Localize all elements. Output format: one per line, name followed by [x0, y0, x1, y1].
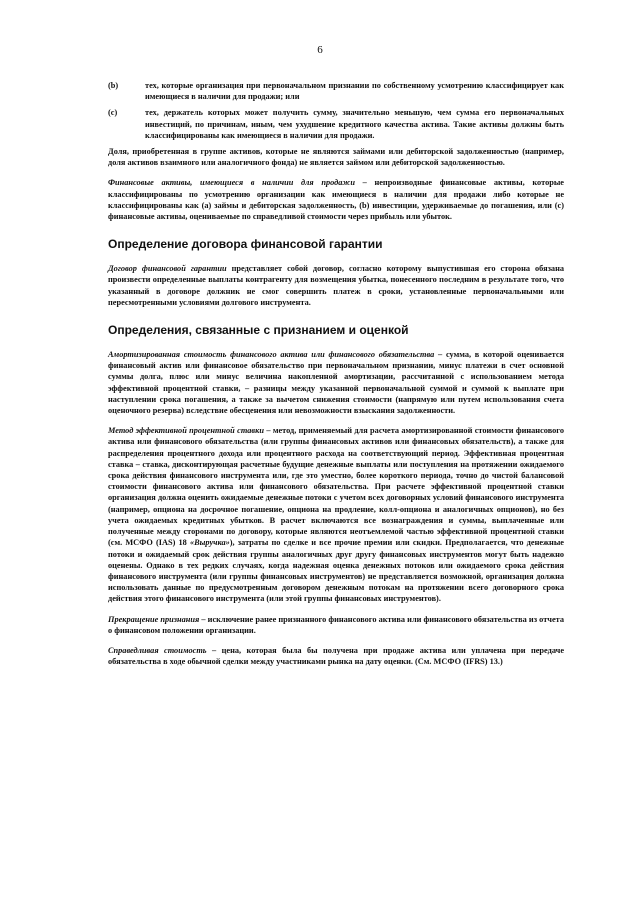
- defined-term: Метод эффективной процентной ставки: [108, 426, 264, 436]
- definition-effective-interest: [108, 425, 564, 604]
- list-item-text: тех, держатель которых может получить сумму, значительно меньшую, чем сумма его первоначальных инвестиций, по причинам, иным, чем ухудшение кредитного качества актива. Такие активы должны быть классифицированы как имеющиеся в наличии для продажи.: [145, 108, 564, 140]
- defined-term: Амортизированная стоимость финансового актива или финансового обязательства: [108, 350, 435, 360]
- definition-text: – непроизводные финансовые активы, которые классифицированы по усмотрению организации как имеющиеся в наличии для продажи либо которые не классифицированы как (a) займы и дебиторская задолженность, (b) инвестиции, удерживаемые до погашения, или (c) финансовые активы, оцениваемые по справедливой стоимости через прибыль или убыток.: [108, 178, 564, 222]
- defined-term: Финансовые активы, имеющиеся в наличии для продажи: [108, 178, 355, 188]
- definition-fair-value: [108, 645, 564, 667]
- definition-amortised-cost: [108, 349, 564, 416]
- definition-text: представляет собой договор, согласно которому выпустившая его сторона обязана произвести определенные выплаты контрагенту для возмещения убытка, понесенного последним в результате того, что указанный в договоре должник не смог совершить платеж в сроки, установленные первоначальными или пересмотренными условиями долгового инструмента.: [108, 264, 564, 307]
- paragraph-share: Доля, приобретенная в группе активов, которые не являются займами или дебиторской задолженностью (например, доля активов взаимного или аналогичного фонда) не является займом или дебиторской задолженностью.: [108, 147, 564, 168]
- list-item-text: тех, которые организация при первоначальном признании по собственному усмотрению классифицирует как имеющиеся в наличии для продажи; или: [145, 81, 564, 102]
- definition-derecognition: [108, 614, 564, 636]
- definition-afs: [108, 177, 564, 222]
- section-heading-guarantee: Определение договора финансовой гарантии: [108, 237, 383, 252]
- page-number: 6: [317, 44, 323, 56]
- defined-term: Справедливая стоимость: [108, 645, 207, 655]
- list-item: [108, 80, 564, 102]
- definition-text: – сумма, в которой оценивается финансовый актив или финансовое обязательство при первоначальном признании, минус платежи в счет основной суммы долга, плюс или минус величина накопленной амортизации, рассчитанной с использованием метода эффективной процентной ставки, – разницы между указанной первоначальной суммой и суммой к выплате при наступлении срока погашения, а также за вычетом снижения стоимости (напрямую или путем использования счета оценочного резерва) вследствие обесценения или невозможности взыскания задолженности.: [108, 350, 565, 416]
- definition-text: – цена, которая была бы получена при продаже актива или уплачена при передаче обязательства в ходе обычной сделки между участниками рынка на дату оценки. (См. МСФО (IFRS) 13.): [108, 645, 564, 667]
- definition-text: ), затраты по сделке и все прочие премии или скидки. Предполагается, что денежные потоки и ожидаемый срок действия группы аналогичных друг другу финансовых инструментов могут быть надежно оценены. Однако в тех редких случаях, когда надежная оценка денежных потоков или ожидаемого срока действия финансового инструмента (или группы финансовых инструментов) не представляется возможной, организация должна использовать данные по предусмотренным договором денежным потокам на протяжении всего договорного срока действия этого финансового инструмента (или этой группы финансовых инструментов).: [108, 538, 564, 604]
- list-item: [108, 107, 564, 141]
- list-item-label: (c): [108, 108, 118, 118]
- definition-guarantee: [108, 263, 564, 308]
- defined-term: Прекращение признания: [108, 614, 200, 624]
- list-item-label: (b): [108, 81, 119, 90]
- definition-text: – метод, применяемый для расчета амортизированной стоимости финансового актива или финансового обязательства (или группы финансовых активов или финансовых обязательств), а также для распределения процентного дохода или процентного расхода на соответствующий период. Эффективная процентная ставка – ставка, дисконтирующая расчетные будущие денежные выплаты или поступления на протяжении ожидаемого срока действия финансового инструмента или, где это уместно, более короткого периода, точно до чистой балансовой стоимости финансового актива или финансового обязательства. При расчете эффективной процентной ставки организация должна оценить ожидаемые денежные потоки с учетом всех договорных условий финансового инструмента (например, опциона на досрочное погашение, опциона на продление, колл-опциона и аналогичных опционов), но без учета ожидаемых кредитных убытков. В расчет включаются все вознаграждения и суммы, выплаченные или полученные между сторонами по договору, которые являются неотъемлемой частью эффективной процентной ставки (см. МСФО (IAS) 18: [108, 426, 564, 548]
- page-content: [108, 80, 564, 676]
- defined-term: Договор финансовой гарантии: [108, 264, 227, 274]
- definition-text: – исключение ранее признанного финансового актива или финансового обязательства из отчета о финансовом положении организации.: [108, 614, 564, 635]
- section-heading-recognition: Определения, связанные с признанием и оценкой: [108, 323, 409, 338]
- standard-reference: «Выручка»: [189, 538, 230, 548]
